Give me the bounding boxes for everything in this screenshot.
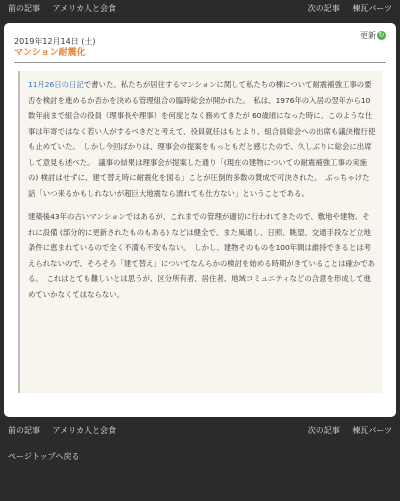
page-top-link[interactable]: ページトップへ戻る	[8, 452, 80, 461]
prev-article-link[interactable]: 前の記事	[8, 4, 40, 13]
next-article-link-bottom[interactable]: 次の記事	[307, 426, 340, 435]
paragraph-1	[28, 77, 376, 201]
page-top-section	[0, 439, 400, 462]
article-card	[4, 23, 396, 417]
article-header	[14, 29, 386, 46]
update-button[interactable]	[360, 29, 386, 43]
post-date: 2019年12月14日 (土)	[14, 37, 96, 46]
article-body	[18, 71, 382, 393]
category-link[interactable]: アメリカ人と会食	[52, 4, 116, 13]
top-nav-right	[298, 1, 392, 17]
bottom-nav-left	[8, 426, 126, 435]
paragraph-2: 建築後43年の古いマンションではあるが、これまでの管理が適切に行われてきたので、敷地や建物、それに設備 (部分的に更新されたものもある) などは健全で、また風通し、日照、眺望、交通手段など立地条件に恵まれているので全く不満も不安もない。 しかし、建物そのものを100年間は維持できるとは考えられないので、そろそろ「建て替え」についてなんらかの検討を始める時期がきていることは確かである。 これはとても難しいとは思うが、区分所有者、居住者、地域コミュニティなどの合意を形成して進めていかなくてはならない。	[28, 212, 376, 299]
next-article-link[interactable]: 次の記事	[307, 4, 340, 13]
top-nav-left	[8, 4, 126, 13]
tile-parts-link[interactable]: 棟瓦パーツ	[352, 4, 392, 13]
bottom-nav	[0, 423, 400, 439]
prev-article-link-bottom[interactable]: 前の記事	[8, 426, 40, 435]
category-link-bottom[interactable]: アメリカ人と会食	[52, 426, 116, 435]
top-nav	[0, 1, 400, 17]
paragraph-1-text: で書いた、私たちが居住するマンションに関して私たちの棟について耐震補強工事の要否を検討を進めるか否かを決める管理組合の臨時総会が開かれた。 私は、1976年の入居の翌年から10数年前まで組合の役員（理事長や理事）を何度となく務めてきたが 60歳頃になった時に、このような仕事は年寄ではなく若い人がするべきだと考えて、役員就任はもとより、組合員総会への出席も議決権行使も止めていた。 しかし今回ばかりは、理事会の提案をもっともだと感じたので、久しぶりに総会に出席して意見も述べた。 議事の結果は理事会が提案した通り「(現在の建物についての耐震補強工事の実施の) 検討はせずに、建て替え時に耐震化を図る」ことが圧倒的多数の賛成で可決された。 ぶっちゃけた話「いつ来るかもしれないが超巨大地震なら潰れても仕方ない」ということである。	[28, 80, 376, 198]
tile-parts-link-bottom[interactable]: 棟瓦パーツ	[352, 426, 392, 435]
refresh-icon[interactable]: ↻	[378, 31, 385, 39]
diary-link[interactable]: 11月26日の日記	[28, 80, 84, 89]
post-title: マンション耐震化	[14, 45, 386, 63]
update-label: 更新	[360, 31, 376, 40]
bottom-nav-right	[298, 423, 392, 439]
